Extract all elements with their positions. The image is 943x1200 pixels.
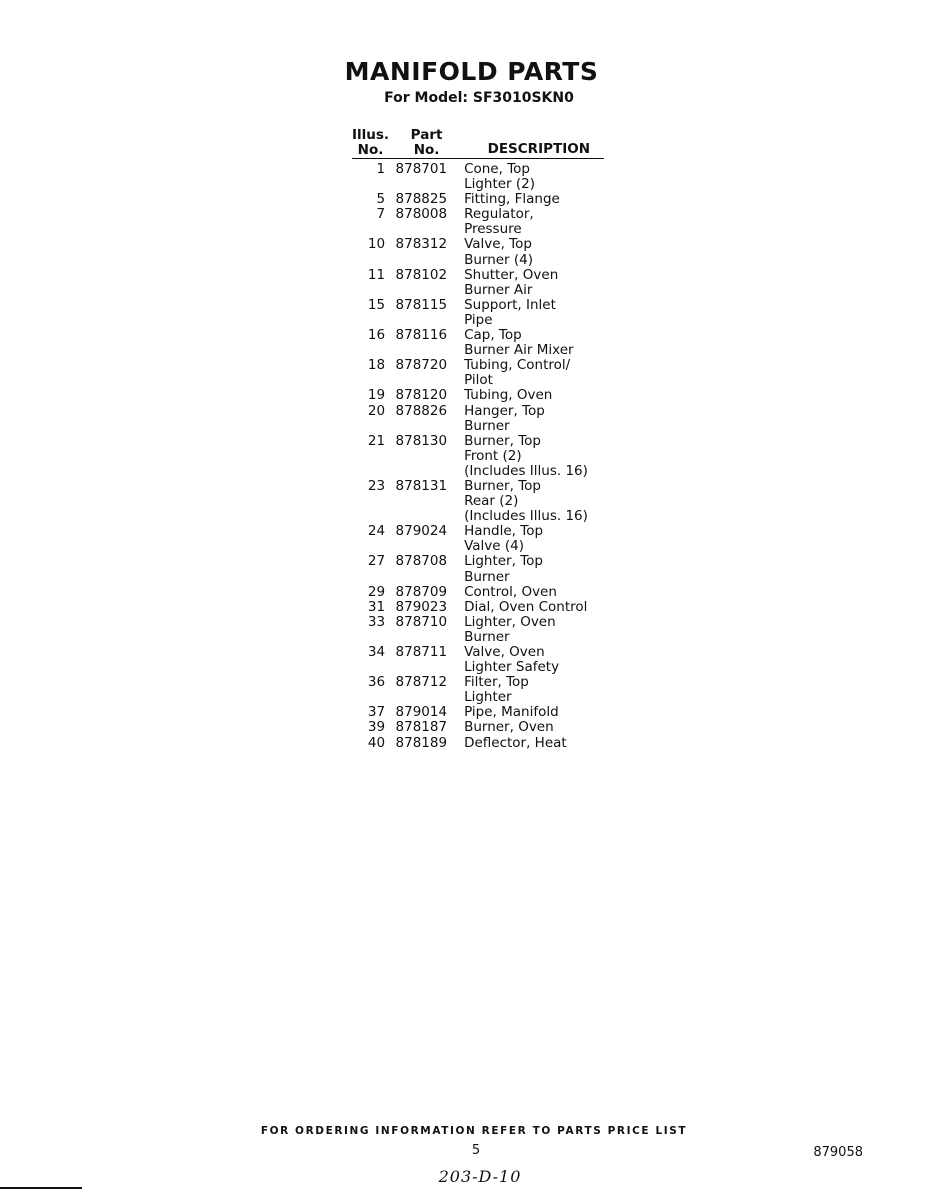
illus-number: 23 (367, 477, 386, 494)
part-number: 878189 (395, 734, 448, 751)
part-description: Valve, Top Burner (4) (464, 236, 534, 268)
part-description: Support, Inlet Pipe (464, 296, 556, 328)
table-row (352, 645, 604, 675)
part-number: 878826 (395, 402, 448, 419)
part-number: 878131 (395, 477, 448, 494)
header-row (352, 128, 604, 159)
part-number: 878187 (395, 719, 448, 736)
part-description: Fitting, Flange (464, 191, 560, 208)
table-row (352, 434, 604, 479)
illus-number: 34 (367, 644, 386, 660)
part-no-header (389, 128, 464, 159)
illus-header-line1: Illus. (352, 127, 390, 143)
table-row (352, 268, 604, 298)
part-number: 878115 (395, 296, 448, 313)
part-header-line2: No. (413, 142, 440, 158)
part-number: 878312 (395, 236, 448, 253)
illus-number: 36 (367, 674, 386, 691)
handwritten-annotation: 203-D-10 (438, 1167, 522, 1186)
illus-number: 27 (367, 553, 386, 570)
table-row (352, 298, 604, 328)
part-number: 878709 (395, 583, 448, 600)
table-row (352, 524, 604, 554)
table-row (352, 720, 604, 735)
illus-number: 29 (367, 583, 386, 600)
illus-number: 31 (367, 598, 386, 615)
illus-number: 21 (367, 432, 386, 449)
table-row (352, 328, 604, 358)
part-description: Dial, Oven Control (464, 598, 588, 615)
table-row (352, 675, 604, 705)
part-description: Lighter, Top Burner (464, 553, 543, 585)
part-description: Regulator, Pressure (464, 206, 534, 238)
part-number: 878711 (395, 644, 448, 660)
corner-rule (0, 1187, 82, 1189)
part-description: Tubing, Oven (464, 387, 553, 404)
part-number: 878120 (395, 387, 448, 404)
illus-number: 18 (367, 357, 386, 374)
table-row (352, 192, 604, 207)
description-header: DESCRIPTION (464, 128, 604, 159)
part-number: 878116 (395, 327, 448, 344)
part-description: Cone, Top Lighter (2) (464, 161, 536, 193)
illus-number: 1 (376, 161, 386, 177)
part-description: Shutter, Oven Burner Air (464, 266, 559, 298)
part-description: Cap, Top Burner Air Mixer (464, 327, 574, 359)
table-row (352, 615, 604, 645)
table-row (352, 479, 604, 524)
illus-no-header (352, 128, 389, 159)
illus-header-line2: No. (357, 142, 384, 158)
part-description: Pipe, Manifold (464, 704, 559, 721)
part-header-line1: Part (410, 127, 443, 143)
part-number: 878102 (395, 266, 448, 283)
part-number: 878720 (395, 357, 448, 374)
part-description: Tubing, Control/ Pilot (464, 357, 571, 389)
table-row (352, 600, 604, 615)
part-number: 879024 (395, 523, 448, 540)
ordering-info-note: FOR ORDERING INFORMATION REFER TO PARTS PRICE LIST (260, 1125, 688, 1137)
table-row (352, 358, 604, 388)
part-number: 879023 (395, 598, 448, 615)
illus-number: 15 (367, 296, 386, 313)
part-description: Lighter, Oven Burner (464, 613, 556, 645)
part-description: Burner, Top Front (2) (Includes Illus. 16) (464, 432, 588, 479)
page-title: MANIFOLD PARTS (344, 57, 599, 86)
illus-number: 39 (367, 719, 386, 736)
part-number: 878710 (395, 613, 448, 630)
illus-number: 7 (376, 206, 386, 223)
parts-table-body (352, 159, 604, 751)
table-row (352, 404, 604, 434)
part-description: Hanger, Top Burner (464, 402, 545, 434)
table-row (352, 207, 604, 237)
part-description: Filter, Top Lighter (464, 674, 529, 706)
part-description: Burner, Oven (464, 719, 554, 736)
table-row (352, 237, 604, 267)
parts-table-header (352, 128, 604, 159)
table-row (352, 388, 604, 403)
illus-number: 24 (367, 523, 386, 540)
part-number: 878708 (395, 553, 448, 570)
part-number: 878130 (395, 432, 448, 449)
illus-number: 33 (367, 613, 386, 630)
illus-number: 10 (367, 236, 386, 253)
table-row (352, 736, 604, 751)
part-description: Control, Oven (464, 583, 557, 600)
illus-number: 20 (367, 402, 386, 419)
part-description: Deflector, Heat (464, 734, 567, 751)
illus-number: 16 (367, 327, 386, 344)
part-number: 879014 (395, 704, 448, 721)
table-row (352, 585, 604, 600)
illus-number: 5 (376, 191, 386, 208)
illus-number: 19 (367, 387, 386, 404)
table-row (352, 159, 604, 193)
illus-number: 37 (367, 704, 386, 721)
page-number: 5 (471, 1143, 481, 1158)
part-description: Valve, Oven Lighter Safety (464, 644, 560, 676)
table-row (352, 705, 604, 720)
part-number: 878701 (395, 161, 448, 177)
parts-table (352, 128, 604, 751)
part-description: Burner, Top Rear (2) (Includes Illus. 16) (464, 477, 588, 525)
document-number: 879058 (813, 1145, 863, 1160)
illus-number: 40 (367, 734, 386, 751)
part-number: 878712 (395, 674, 448, 691)
part-description: Handle, Top Valve (4) (464, 523, 544, 555)
model-subtitle: For Model: SF3010SKN0 (384, 90, 574, 106)
part-number: 878008 (395, 206, 448, 223)
illus-number: 11 (367, 266, 386, 283)
part-number: 878825 (395, 191, 448, 208)
table-row (352, 554, 604, 584)
